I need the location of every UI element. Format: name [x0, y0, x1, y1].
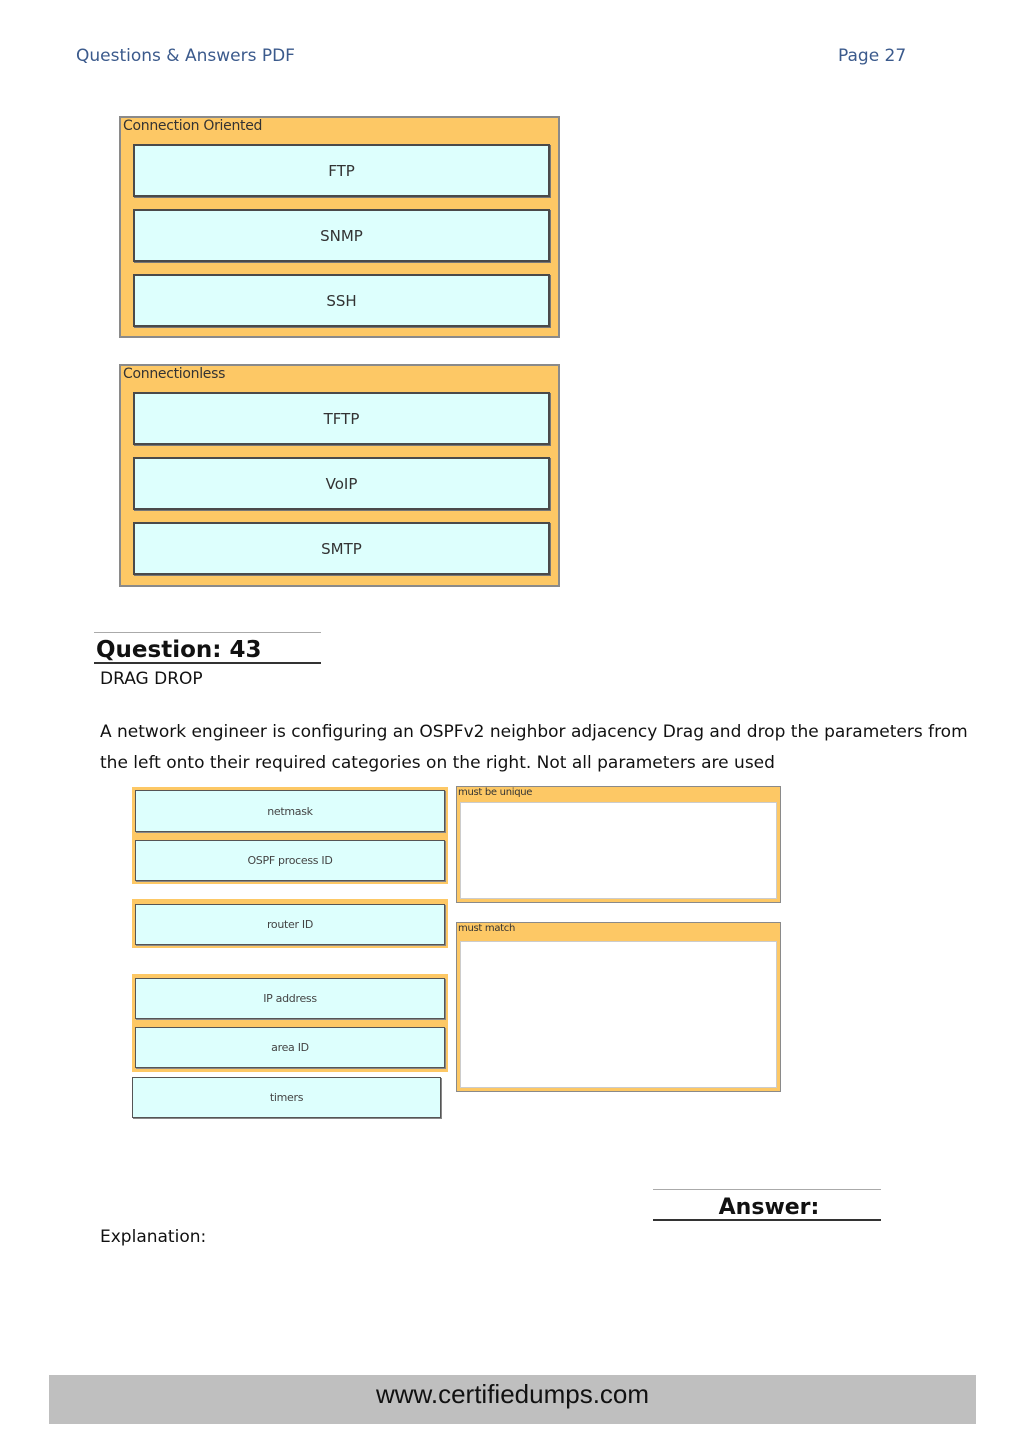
group-label: Connectionless	[123, 366, 226, 382]
parameter-ospf-process-id[interactable]: OSPF process ID	[135, 840, 445, 881]
group-connectionless	[119, 364, 560, 587]
target-must-be-unique[interactable]	[456, 786, 781, 903]
footer-site: www.certifiedumps.com	[375, 1379, 650, 1409]
slot-item: VoIP	[133, 457, 550, 510]
question-type: DRAG DROP	[100, 669, 203, 689]
slot-item: SSH	[133, 274, 550, 327]
parameter-netmask[interactable]: netmask	[135, 790, 445, 832]
target-label: must be unique	[458, 787, 533, 798]
answer-rule-top	[653, 1189, 881, 1190]
target-must-match[interactable]	[456, 922, 781, 1092]
header-title: Questions & Answers PDF	[76, 46, 295, 66]
drop-zone[interactable]	[460, 802, 777, 899]
question-rule-top	[94, 632, 321, 633]
parameter-timers[interactable]: timers	[132, 1077, 441, 1118]
group-connection-oriented	[119, 116, 560, 338]
parameter-router-id[interactable]: router ID	[135, 904, 445, 945]
parameter-area-id[interactable]: area ID	[135, 1027, 445, 1068]
group-label: Connection Oriented	[123, 118, 263, 134]
answer-rule-bottom	[653, 1219, 881, 1221]
question-rule-bottom	[94, 662, 321, 664]
target-label: must match	[458, 923, 516, 934]
question-text: A network engineer is configuring an OSPFv2 neighbor adjacency Drag and drop the parameters from the left onto their required categories on the right. Not all parameters are used	[100, 722, 968, 773]
question-title: Question: 43	[96, 637, 262, 663]
slot-item: SMTP	[133, 522, 550, 575]
parameter-ip-address[interactable]: IP address	[135, 978, 445, 1019]
explanation-label: Explanation:	[100, 1227, 207, 1247]
page-number: Page 27	[838, 46, 907, 66]
answer-title: Answer:	[718, 1195, 820, 1220]
drop-zone[interactable]	[460, 941, 777, 1088]
slot-item: FTP	[133, 144, 550, 197]
footer-bar	[49, 1375, 976, 1424]
slot-item: SNMP	[133, 209, 550, 262]
slot-item: TFTP	[133, 392, 550, 445]
